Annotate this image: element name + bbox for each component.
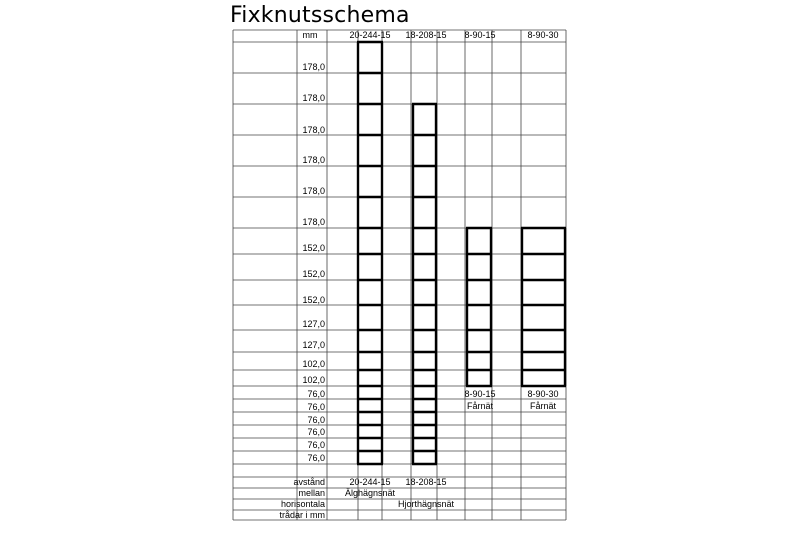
spacing-label: 127,0 (302, 319, 325, 329)
footer-label-3: horisontala (280, 499, 325, 509)
grid-lines (233, 30, 566, 520)
footer-col-2-code: 18-208-15 (405, 477, 447, 487)
net-column-3 (466, 228, 492, 386)
spacing-label: 178,0 (302, 125, 325, 135)
spacing-label: 178,0 (302, 186, 325, 196)
spacing-label: 178,0 (302, 62, 325, 72)
footer-label-4: trådar i mm (279, 510, 325, 520)
header-col-1: 20-244-15 (349, 30, 391, 40)
spacing-label: 76,0 (307, 389, 325, 399)
spacing-label: 76,0 (307, 427, 325, 437)
net-column-2 (412, 104, 437, 464)
footer-label-2: mellan (298, 488, 325, 498)
spacing-label: 102,0 (302, 359, 325, 369)
spacing-label: 76,0 (307, 440, 325, 450)
net-3-name: Fårnät (466, 401, 494, 411)
spacing-label: 152,0 (302, 269, 325, 279)
net-4-name: Fårnät (529, 401, 557, 411)
footer-col-1-code: 20-244-15 (349, 477, 391, 487)
spacing-label: 178,0 (302, 93, 325, 103)
footer-col-2-name: Hjorthägnsnät (397, 499, 455, 509)
spacing-label: 76,0 (307, 415, 325, 425)
footer-col-1-name: Älghägnsnät (344, 488, 396, 498)
spacing-label: 152,0 (302, 243, 325, 253)
header-unit: mm (302, 30, 318, 40)
net-column-1 (357, 42, 383, 464)
header-col-3: 8-90-15 (464, 30, 496, 40)
spacing-label: 76,0 (307, 453, 325, 463)
spacing-label: 76,0 (307, 402, 325, 412)
spacing-label: 152,0 (302, 295, 325, 305)
spacing-labels (302, 62, 325, 463)
spacing-label: 178,0 (302, 155, 325, 165)
header-col-4: 8-90-30 (527, 30, 559, 40)
page-title: Fixknutsschema (230, 3, 410, 28)
footer-label-1: avstånd (293, 477, 325, 487)
spacing-label: 102,0 (302, 375, 325, 385)
spacing-label: 127,0 (302, 340, 325, 350)
net-column-4 (521, 228, 566, 386)
net-3-code: 8-90-15 (464, 389, 496, 399)
spacing-label: 178,0 (302, 217, 325, 227)
net-4-code: 8-90-30 (527, 389, 559, 399)
header-col-2: 18-208-15 (405, 30, 447, 40)
